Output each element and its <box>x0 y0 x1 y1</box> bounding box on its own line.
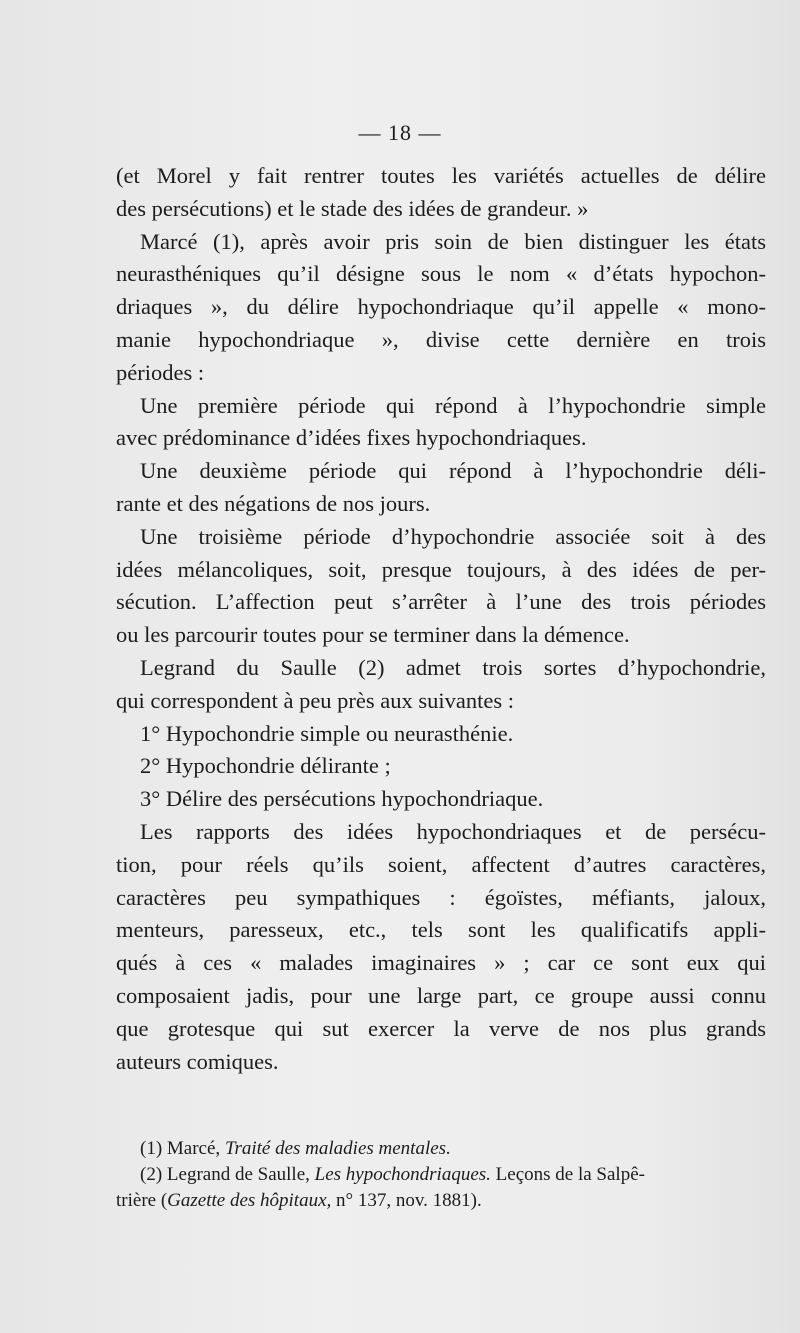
text-line: Une troisième période d’hypochondrie associée soit à des <box>140 523 766 549</box>
footnote-title: Les hypochondriaques. <box>314 1164 491 1185</box>
list-item: 1° Hypochondrie simple ou neurasthénie. <box>140 720 514 746</box>
footnote-2-continued <box>116 1188 766 1214</box>
text-line: neurasthéniques qu’il désigne sous le nom « d’états hypochon- <box>116 261 766 287</box>
footnote-text: (2) Legrand de Saulle, <box>140 1164 315 1185</box>
list-item: 2° Hypochondrie délirante ; <box>140 753 391 779</box>
footnote-text: (1) Marcé, <box>140 1138 225 1159</box>
text-line: périodes : <box>116 359 205 385</box>
text-line: (et Morel y fait rentrer toutes les variétés actuelles de délire <box>116 163 766 188</box>
text-line: auteurs comiques. <box>116 1048 279 1074</box>
text-line: ou les parcourir toutes pour se terminer dans la démence. <box>116 622 630 648</box>
text-line: Une deuxième période qui répond à l’hypochondrie déli- <box>140 458 766 484</box>
text-line: des persécutions) et le stade des idées de grandeur. » <box>116 195 589 221</box>
text-line: manie hypochondriaque », divise cette dernière en trois <box>116 326 766 352</box>
text-line: avec prédominance d’idées fixes hypochondriaques. <box>116 425 587 451</box>
text-line: tion, pour réels qu’ils soient, affectent d’autres caractères, <box>116 851 766 877</box>
footnote-text: n° 137, nov. 1881). <box>331 1190 482 1211</box>
page-number: — 18 — <box>358 120 442 145</box>
text-line: que grotesque qui sut exercer la verve de nos plus grands <box>116 1015 766 1041</box>
text-line: sécution. L’affection peut s’arrêter à l’une des trois périodes <box>116 589 766 615</box>
footnote-text: trière ( <box>116 1190 168 1211</box>
footnote-text: Leçons de la Salpê- <box>490 1164 645 1185</box>
body-text <box>116 160 766 1078</box>
footnotes <box>116 1136 766 1214</box>
footnote-title: Gazette des hôpitaux, <box>167 1190 332 1211</box>
footnote-title: Traité des maladies mentales. <box>224 1138 451 1159</box>
text-line: Marcé (1), après avoir pris soin de bien distinguer les états <box>140 228 766 254</box>
footnote-1 <box>116 1136 766 1162</box>
text-line: Les rapports des idées hypochondriaques et de persécu- <box>140 818 766 844</box>
text-line: rante et des négations de nos jours. <box>116 490 431 516</box>
text-line: qui correspondent à peu près aux suivantes : <box>116 687 515 713</box>
text-line: driaques », du délire hypochondriaque qu’il appelle « mono- <box>116 294 766 320</box>
list-item: 3° Délire des persécutions hypochondriaque. <box>140 786 544 812</box>
text-line: caractères peu sympathiques : égoïstes, méfiants, jaloux, <box>116 884 766 910</box>
footnote-2 <box>116 1162 766 1188</box>
text-line: menteurs, paresseux, etc., tels sont les qualificatifs appli- <box>116 917 766 943</box>
text-line: Legrand du Saulle (2) admet trois sortes d’hypochondrie, <box>140 654 766 680</box>
text-line: Une première période qui répond à l’hypochondrie simple <box>140 392 766 418</box>
text-line: qués à ces « malades imaginaires » ; car ce sont eux qui <box>116 950 766 976</box>
text-line: idées mélancoliques, soit, presque toujours, à des idées de per- <box>116 556 766 582</box>
text-line: composaient jadis, pour une large part, ce groupe aussi connu <box>116 982 766 1008</box>
